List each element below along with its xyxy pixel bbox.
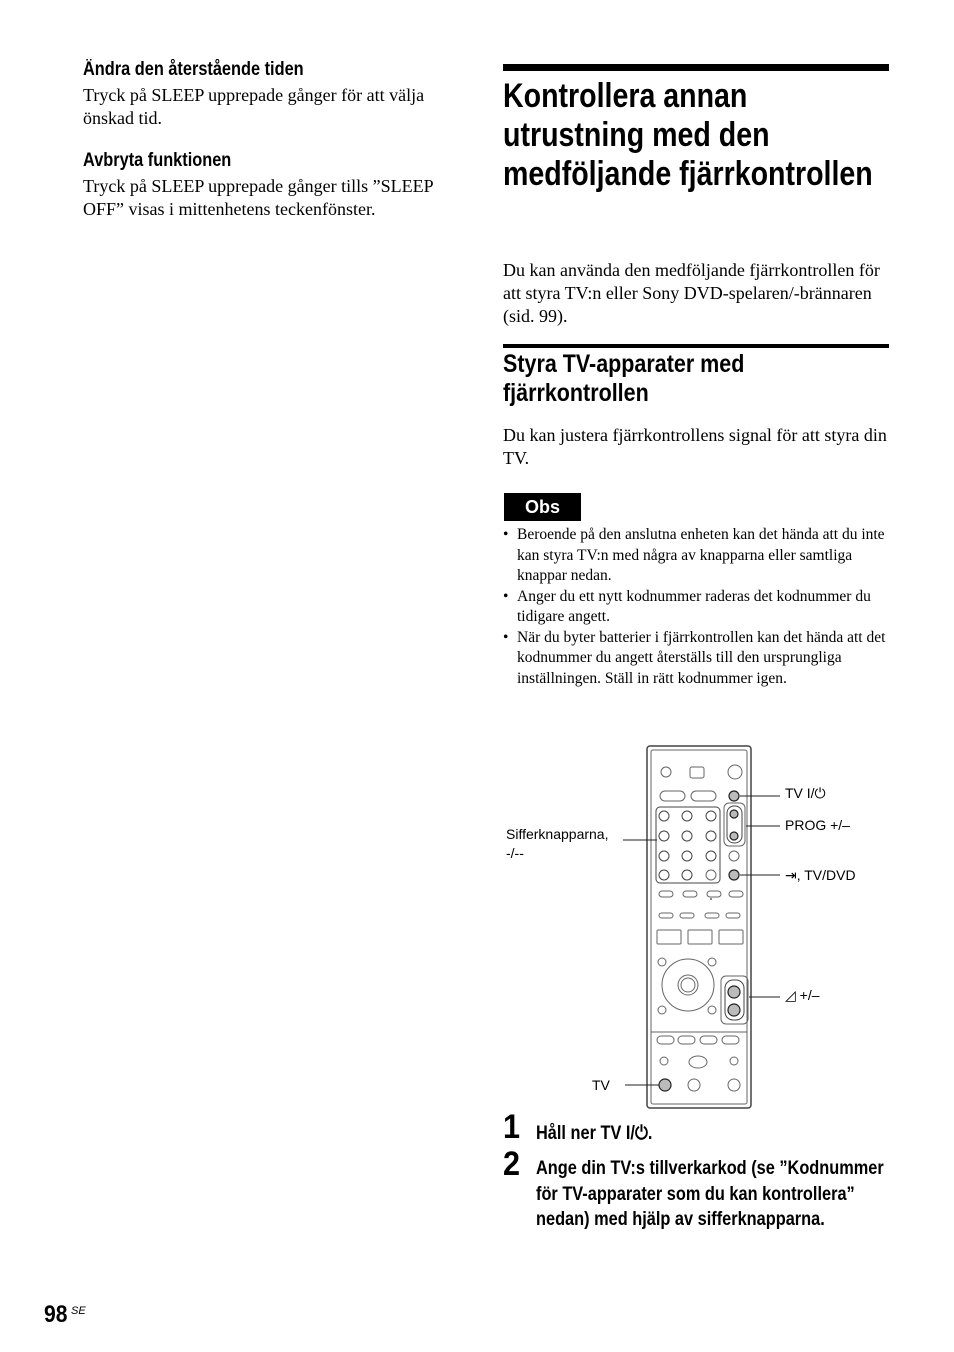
- note-list: [503, 525, 889, 689]
- page-language-suffix: SE: [71, 1305, 86, 1317]
- step-text: Håll ner TV I/⏻.: [536, 1123, 653, 1144]
- paragraph-cancel: Tryck på SLEEP upprepade gånger tills ”SLEEP OFF” visas i mittenhetens teckenfönster.: [83, 176, 433, 219]
- paragraph-change-time: Tryck på SLEEP upprepade gånger för att välja önskad tid.: [83, 85, 425, 128]
- remote-control-illustration: [500, 740, 900, 1110]
- label-prog: PROG +/–: [785, 817, 850, 833]
- section-paragraph: Du kan justera fjärrkontrollens signal för att styra din TV.: [503, 425, 887, 468]
- subheading-cancel: Avbryta funktionen: [83, 150, 232, 171]
- step-text: Ange din TV:s tillverkarkod (se ”Kodnummer för TV-apparater som du kan kontrollera” nedan) med hjälp av sifferknapparna.: [536, 1158, 884, 1230]
- note-item: • Beroende på den anslutna enheten kan det hända att du inte kan styra TV:n med några av knapparna eller samtliga knappar nedan.: [503, 525, 889, 587]
- step-number: 2: [503, 1145, 521, 1183]
- section-rule: [503, 64, 889, 71]
- note-badge: Obs: [504, 493, 581, 521]
- label-volume: ◿ +/–: [785, 987, 820, 1003]
- subsection-rule: [503, 344, 889, 348]
- label-tv: TV: [592, 1077, 610, 1093]
- note-item: • När du byter batterier i fjärrkontrollen kan det hända att det kodnummer du angett återställs till den ursprungliga inställningen. Ställ in rätt kodnummer igen.: [503, 628, 889, 690]
- label-digit-dash: -/--: [506, 845, 524, 861]
- intro-paragraph: Du kan använda den medföljande fjärrkontrollen för att styra TV:n eller Sony DVD-spelaren/-brännaren (sid. 99).: [503, 260, 880, 326]
- subheading-change-time: Ändra den återstående tiden: [83, 59, 304, 80]
- section-heading: Styra TV-apparater med fjärrkontrollen: [503, 350, 745, 407]
- label-input-select: ⇥, TV/DVD: [785, 867, 856, 883]
- page-number: 98: [44, 1301, 68, 1328]
- step-number: 1: [503, 1108, 521, 1146]
- page-title: Kontrollera annan utrustning med den medföljande fjärrkontrollen: [503, 77, 873, 193]
- label-digit-buttons: Sifferknapparna,: [506, 826, 609, 842]
- label-tv-power: TV I/⏻: [785, 785, 826, 801]
- note-item: • Anger du ett nytt kodnummer raderas det kodnummer du tidigare angett.: [503, 587, 889, 628]
